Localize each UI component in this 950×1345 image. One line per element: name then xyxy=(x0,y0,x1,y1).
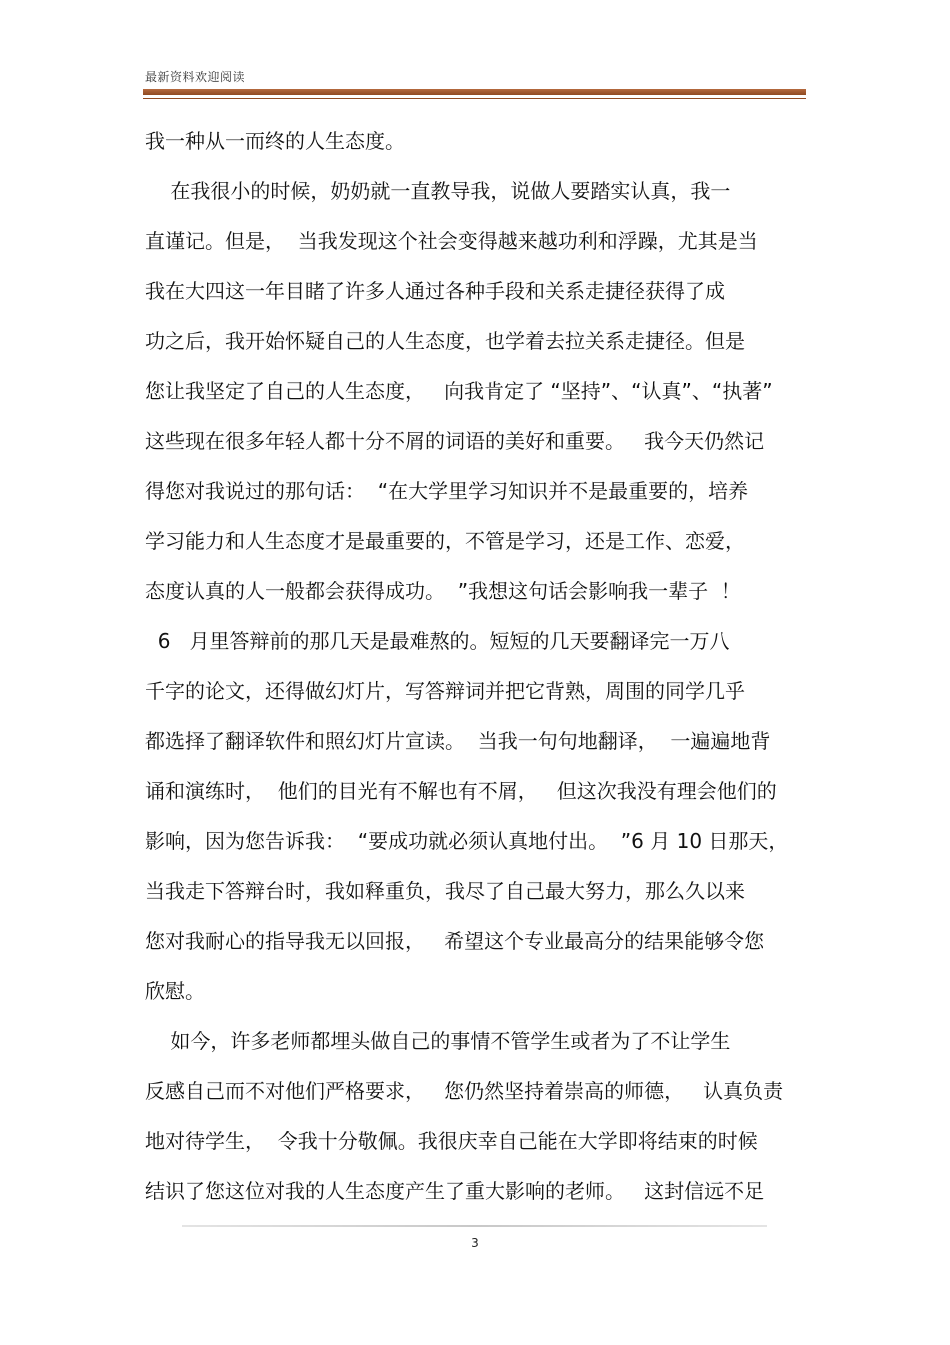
body-line: 态度认真的人一般都会获得成功。 ”我想这句话会影响我一辈子 ！ xyxy=(145,579,741,603)
body-line: 这些现在很多年轻人都十分不屑的词语的美好和重要。 我今天仍然记 xyxy=(145,429,765,453)
document-body xyxy=(145,127,810,1227)
page-header-text: 最新资料欢迎阅读 xyxy=(145,70,246,84)
body-line: 影响，因为您告诉我： “要成功就必须认真地付出。 ”6 月 10 日那天， xyxy=(145,829,789,853)
body-line: 当我走下答辩台时，我如释重负，我尽了自己最大努力，那么久以来 xyxy=(145,879,745,903)
body-line: 功之后，我开始怀疑自己的人生态度，也学着去拉关系走捷径。但是 xyxy=(145,329,745,353)
body-line: 在我很小的时候，奶奶就一直教导我，说做人要踏实认真，我一 xyxy=(145,179,731,203)
body-line: 您让我坚定了自己的人生态度， 向我肯定了 “坚持”、“认真”、“执著” xyxy=(145,379,773,403)
body-line: 得您对我说过的那句话： “在大学里学习知识并不是最重要的，培养 xyxy=(145,479,749,503)
body-line: 千字的论文，还得做幻灯片，写答辩词并把它背熟，周围的同学几乎 xyxy=(145,679,745,703)
body-line: 如今，许多老师都埋头做自己的事情不管学生或者为了不让学生 xyxy=(145,1029,731,1053)
body-line: 欣慰。 xyxy=(145,979,205,1003)
body-line: 您对我耐心的指导我无以回报， 希望这个专业最高分的结果能够令您 xyxy=(145,929,765,953)
body-line: 结识了您这位对我的人生态度产生了重大影响的老师。 这封信远不足 xyxy=(145,1179,765,1203)
body-line: 都选择了翻译软件和照幻灯片宣读。 当我一句句地翻译， 一遍遍地背 xyxy=(145,729,771,753)
body-line: 6 月里答辩前的那几天是最难熬的。短短的几天要翻译完一万八 xyxy=(145,629,730,653)
body-line: 我在大四这一年目睹了许多人通过各种手段和关系走捷径获得了成 xyxy=(145,279,725,303)
body-line: 地对待学生， 令我十分敬佩。我很庆幸自己能在大学即将结束的时候 xyxy=(145,1129,758,1153)
header-rule-thick xyxy=(143,89,806,95)
header-rule-thin xyxy=(143,98,806,99)
body-line: 诵和演练时， 他们的目光有不解也有不屑， 但这次我没有理会他们的 xyxy=(145,779,777,803)
body-line: 我一种从一而终的人生态度。 xyxy=(145,129,405,153)
body-line: 直谨记。但是， 当我发现这个社会变得越来越功利和浮躁，尤其是当 xyxy=(145,229,758,253)
body-line: 反感自己而不对他们严格要求， 您仍然坚持着崇高的师德， 认真负责 xyxy=(145,1079,784,1103)
page-number: 3 xyxy=(471,1236,479,1250)
body-line: 学习能力和人生态度才是最重要的，不管是学习，还是工作、恋爱， xyxy=(145,529,745,553)
footer-rule xyxy=(182,1225,767,1227)
